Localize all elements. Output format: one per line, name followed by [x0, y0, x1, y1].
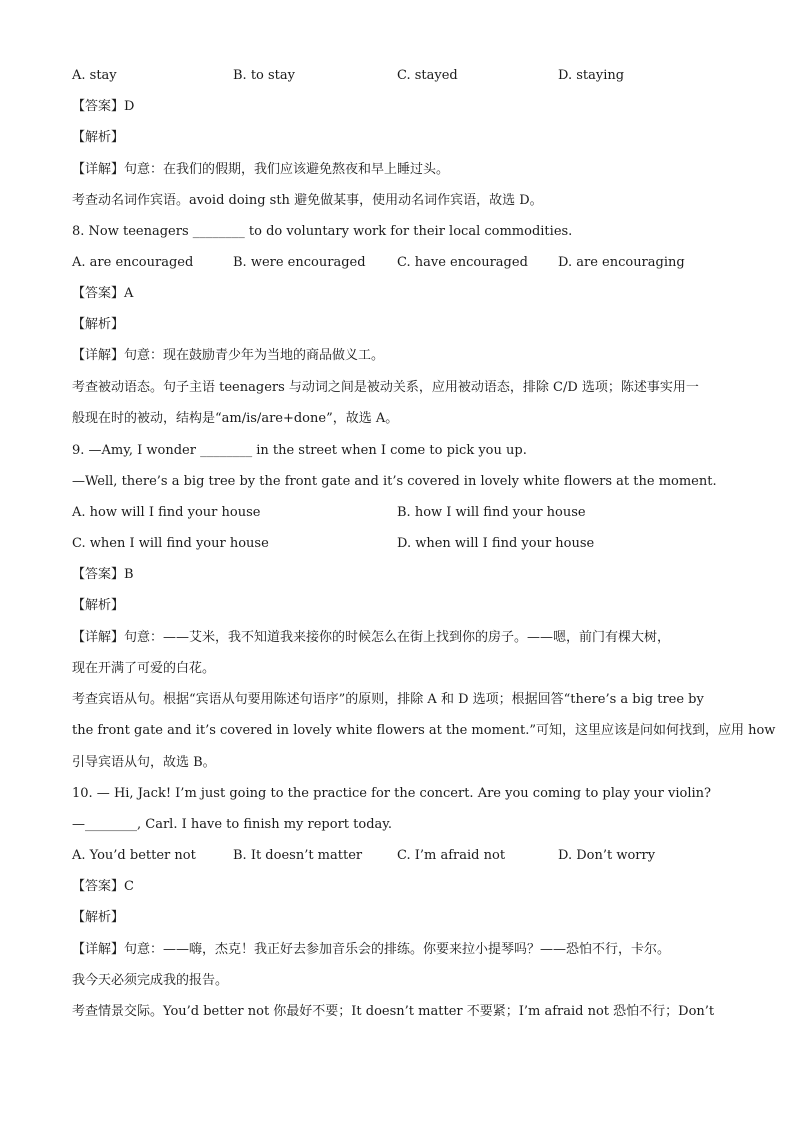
q7-option-d: D. staying	[558, 68, 625, 83]
q7-detail: 【详解】句意：在我们的假期，我们应该避免熬夜和早上睡过头。	[72, 162, 450, 177]
q10-stem-line-1: 10. — Hi, Jack! I’m just going to the practice for the concert. Are you coming to play your violin?	[72, 786, 711, 801]
q10-detail-line-2: 我今天必须完成我的报告。	[72, 973, 229, 988]
q10-explanation-line-1: 考查情景交际。You’d better not 你最好不要；It doesn’t matter 不要紧；I’m afraid not 恐怕不行；Don’t	[72, 1004, 715, 1019]
q8-option-c: C. have encouraged	[397, 255, 528, 270]
q8-answer: 【答案】A	[72, 286, 134, 301]
q10-stem-line-2: —________, Carl. I have to finish my report today.	[72, 817, 393, 832]
q9-option-c: C. when I will find your house	[72, 536, 269, 551]
q9-detail-line-1: 【详解】句意：——艾米，我不知道我来接你的时候怎么在街上找到你的房子。——嗯，前门有棵大树，	[72, 630, 671, 645]
q10-option-d: D. Don’t worry	[558, 848, 656, 863]
q10-detail-line-1: 【详解】句意：——嗨，杰克！我正好去参加音乐会的排练。你要来拉小提琴吗？——恐怕不行，卡尔。	[72, 942, 671, 957]
q9-option-d: D. when will I find your house	[397, 536, 595, 551]
q7-option-c: C. stayed	[397, 68, 458, 83]
q8-option-a: A. are encouraged	[72, 255, 194, 270]
q9-analysis-label: 【解析】	[72, 598, 125, 613]
q7-analysis-label: 【解析】	[72, 130, 125, 145]
q7-option-b: B. to stay	[233, 68, 295, 83]
q10-analysis-label: 【解析】	[72, 910, 125, 925]
q9-stem-line-1: 9. —Amy, I wonder ________ in the street when I come to pick you up.	[72, 443, 527, 458]
q9-explanation-line-2: the front gate and it’s covered in lovely white flowers at the moment.”可知，这里应该是问如何找到，应用 how	[72, 723, 776, 738]
q10-option-a: A. You’d better not	[72, 848, 196, 863]
q9-detail-line-2: 现在开满了可爱的白花。	[72, 661, 216, 676]
q10-option-b: B. It doesn’t matter	[233, 848, 363, 863]
q10-answer: 【答案】C	[72, 879, 134, 894]
q8-explanation-line-2: 般现在时的被动，结构是“am/is/are+done”，故选 A。	[72, 411, 399, 426]
q8-detail: 【详解】句意：现在鼓励青少年为当地的商品做义工。	[72, 348, 385, 363]
q8-explanation-line-1: 考查被动语态。句子主语 teenagers 与动词之间是被动关系，应用被动语态，排除 C/D 选项；陈述事实用一	[72, 380, 699, 395]
q9-answer: 【答案】B	[72, 567, 134, 582]
q8-stem: 8. Now teenagers ________ to do voluntary work for their local commodities.	[72, 224, 573, 239]
q8-analysis-label: 【解析】	[72, 317, 125, 332]
q9-explanation-line-1: 考查宾语从句。根据“宾语从句要用陈述句语序”的原则，排除 A 和 D 选项；根据回答“there’s a big tree by	[72, 692, 704, 707]
q9-explanation-line-3: 引导宾语从句，故选 B。	[72, 755, 216, 770]
q7-answer: 【答案】D	[72, 99, 135, 114]
q7-option-a: A. stay	[72, 68, 117, 83]
q9-stem-line-2: —Well, there’s a big tree by the front gate and it’s covered in lovely white flowers at the moment.	[72, 474, 717, 489]
q8-option-d: D. are encouraging	[558, 255, 685, 270]
q10-option-c: C. I’m afraid not	[397, 848, 506, 863]
q7-explanation: 考查动名词作宾语。avoid doing sth 避免做某事，使用动名词作宾语，故选 D。	[72, 193, 543, 208]
q8-option-b: B. were encouraged	[233, 255, 366, 270]
q9-option-a: A. how will I find your house	[72, 505, 261, 520]
q9-option-b: B. how I will find your house	[397, 505, 586, 520]
